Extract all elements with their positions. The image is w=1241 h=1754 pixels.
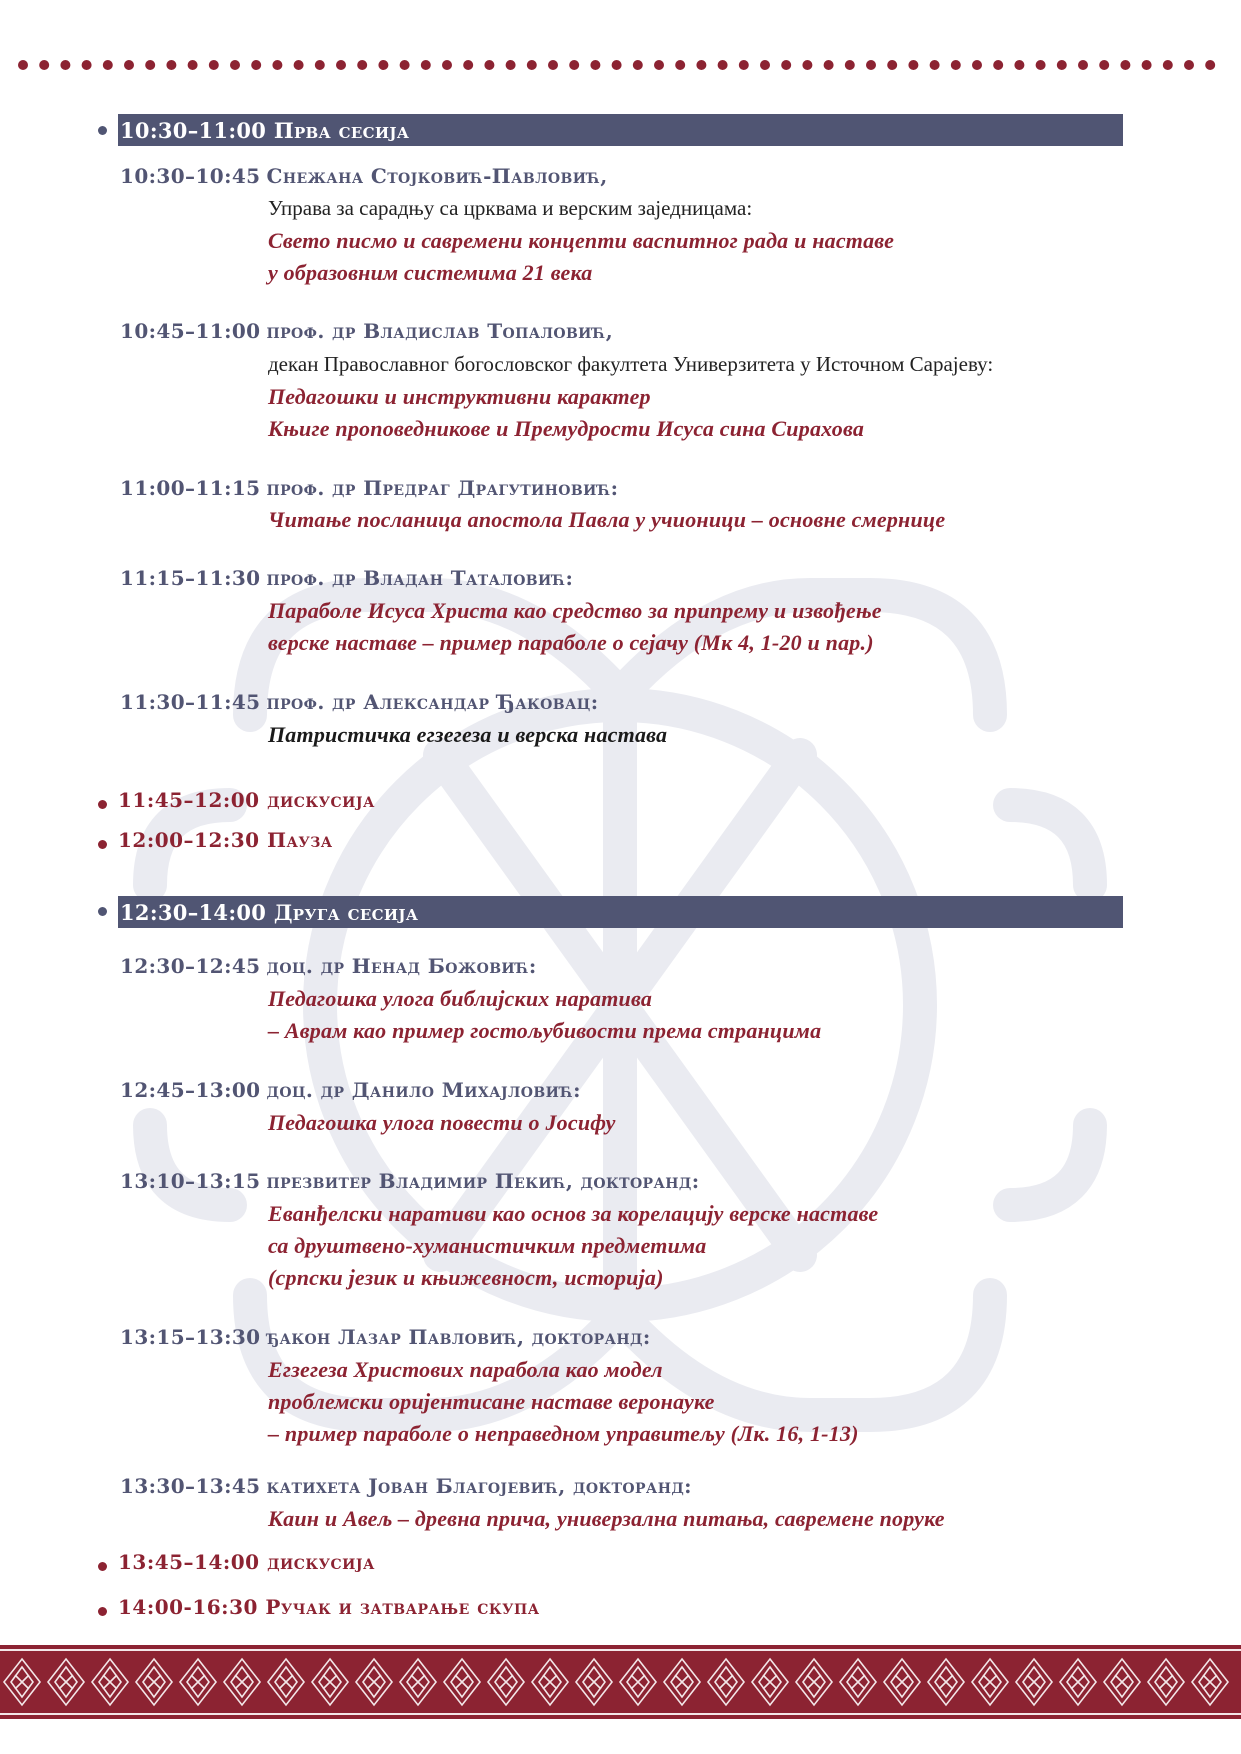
break-bullet-icon bbox=[98, 800, 107, 809]
session-time: 12:30–14:00 bbox=[120, 900, 267, 925]
dot bbox=[1099, 60, 1109, 70]
dot bbox=[39, 60, 49, 70]
dot bbox=[569, 60, 579, 70]
talk-heading bbox=[120, 1078, 581, 1102]
dot bbox=[230, 60, 240, 70]
talk-heading bbox=[120, 1169, 700, 1193]
break-time: 12:00–12:30 bbox=[118, 828, 260, 852]
dot bbox=[1057, 60, 1067, 70]
dot bbox=[209, 60, 219, 70]
dot bbox=[506, 60, 516, 70]
talk-speaker: Снежана Стојковић-Павловић, bbox=[266, 164, 608, 188]
dot bbox=[930, 60, 940, 70]
talk-speaker: презвитер Владимир Пекић, докторанд: bbox=[266, 1169, 700, 1193]
dot bbox=[336, 60, 346, 70]
dot bbox=[1205, 60, 1215, 70]
session-bullet-icon bbox=[98, 907, 107, 916]
dot bbox=[484, 60, 494, 70]
dot bbox=[60, 60, 70, 70]
session-header bbox=[118, 896, 1123, 928]
talk-heading bbox=[120, 319, 613, 343]
dot bbox=[378, 60, 388, 70]
dot bbox=[294, 60, 304, 70]
dot bbox=[463, 60, 473, 70]
dot bbox=[612, 60, 622, 70]
dot bbox=[400, 60, 410, 70]
dot bbox=[760, 60, 770, 70]
talk-title-line: верске наставе – пример параболе о сејачу (Мк 4, 1-20 и пар.) bbox=[268, 630, 874, 655]
dot bbox=[188, 60, 198, 70]
talk-speaker: проф. др Александар Ђаковац: bbox=[266, 690, 599, 714]
talk-heading bbox=[120, 566, 573, 590]
talk-heading bbox=[120, 1474, 692, 1498]
dot bbox=[145, 60, 155, 70]
talk-time: 12:30–12:45 bbox=[120, 954, 261, 978]
break-name: дискусија bbox=[267, 1550, 375, 1574]
break-item bbox=[118, 1595, 540, 1619]
talk-heading bbox=[120, 954, 537, 978]
dot bbox=[357, 60, 367, 70]
ornamental-border bbox=[0, 1645, 1241, 1719]
talk-title-line: Педагошка улога повести о Јосифу bbox=[268, 1110, 616, 1135]
talk-title-line: са друштвено-хуманистичким предметима bbox=[268, 1233, 707, 1258]
talk-title-line: Параболе Исуса Христа као средство за припрему и извођење bbox=[268, 598, 882, 623]
talk-time: 13:10–13:15 bbox=[120, 1169, 261, 1193]
session-time: 10:30–11:00 bbox=[120, 118, 267, 143]
talk-time: 13:15–13:30 bbox=[120, 1325, 261, 1349]
dot bbox=[251, 60, 261, 70]
dot bbox=[421, 60, 431, 70]
dot bbox=[1184, 60, 1194, 70]
session-name: Прва сесија bbox=[273, 118, 410, 143]
talk-title-line: у образовним системима 21 века bbox=[268, 260, 593, 285]
break-name: Ручак и затварање скупа bbox=[265, 1595, 540, 1619]
dotted-divider bbox=[18, 55, 1228, 75]
talk-time: 13:30–13:45 bbox=[120, 1474, 261, 1498]
talk-speaker: проф. др Владан Таталовић: bbox=[266, 566, 574, 590]
dot bbox=[166, 60, 176, 70]
talk-title-line: Патристичка егзегеза и верска настава bbox=[268, 722, 668, 747]
talk-title-line: Егзегеза Христових парабола као модел bbox=[268, 1357, 663, 1382]
dot bbox=[103, 60, 113, 70]
dot bbox=[124, 60, 134, 70]
dot bbox=[972, 60, 982, 70]
break-time: 14:00-16:30 bbox=[118, 1595, 258, 1619]
dot bbox=[633, 60, 643, 70]
dot bbox=[1142, 60, 1152, 70]
dot bbox=[951, 60, 961, 70]
dot bbox=[18, 60, 28, 70]
talk-speaker: ђакон Лазар Павловић, докторанд: bbox=[266, 1325, 651, 1349]
dot bbox=[1014, 60, 1024, 70]
talk-title-line: проблемски оријентисане наставе веронауке bbox=[268, 1389, 715, 1414]
dot bbox=[675, 60, 685, 70]
break-bullet-icon bbox=[98, 1607, 107, 1616]
talk-time: 11:30–11:45 bbox=[120, 690, 261, 714]
dot bbox=[1163, 60, 1173, 70]
dot bbox=[845, 60, 855, 70]
talk-time: 12:45–13:00 bbox=[120, 1078, 261, 1102]
talk-title-line: Еванђелски наративи као основ за корелацију верске наставе bbox=[268, 1201, 879, 1226]
dot bbox=[82, 60, 92, 70]
talk-title-line: – пример параболе о неправедном управитељу (Лк. 16, 1-13) bbox=[268, 1421, 859, 1446]
talk-heading bbox=[120, 476, 618, 500]
dot bbox=[696, 60, 706, 70]
talk-title-line: Читање посланица апостола Павла у учионици – основне смернице bbox=[268, 507, 946, 532]
session-header bbox=[118, 114, 1123, 146]
dot bbox=[866, 60, 876, 70]
dot bbox=[590, 60, 600, 70]
talk-title-line: – Аврам као пример гостољубивости према странцима bbox=[268, 1018, 822, 1043]
talk-title-line: Каин и Авељ – древна прича, универзална питања, савремене поруке bbox=[268, 1506, 945, 1531]
talk-speaker: проф. др Владислав Топаловић, bbox=[266, 319, 614, 343]
talk-heading bbox=[120, 690, 599, 714]
break-item bbox=[118, 788, 375, 812]
talk-speaker: доц. др Данило Михајловић: bbox=[266, 1078, 581, 1102]
dot bbox=[442, 60, 452, 70]
dot bbox=[887, 60, 897, 70]
break-item bbox=[118, 1550, 375, 1574]
talk-affiliation: Управа за сарадњу са црквама и верским заједницама: bbox=[268, 196, 753, 220]
talk-time: 10:45–11:00 bbox=[120, 319, 261, 343]
talk-title-line: Педагошки и инструктивни карактер bbox=[268, 384, 651, 409]
break-bullet-icon bbox=[98, 840, 107, 849]
break-name: Пауза bbox=[267, 828, 333, 852]
dot bbox=[315, 60, 325, 70]
talk-time: 10:30–10:45 bbox=[120, 164, 261, 188]
dot bbox=[993, 60, 1003, 70]
talk-title-line: Свето писмо и савремени концепти васпитног рада и наставе bbox=[268, 228, 895, 253]
dot bbox=[272, 60, 282, 70]
dot bbox=[739, 60, 749, 70]
dot bbox=[718, 60, 728, 70]
break-time: 13:45–14:00 bbox=[118, 1550, 260, 1574]
break-name: дискусија bbox=[267, 788, 375, 812]
dot bbox=[1078, 60, 1088, 70]
dot bbox=[1120, 60, 1130, 70]
dot bbox=[908, 60, 918, 70]
talk-heading bbox=[120, 164, 608, 188]
dot bbox=[548, 60, 558, 70]
session-bullet-icon bbox=[98, 126, 107, 135]
session-name: Друга сесија bbox=[273, 900, 419, 925]
dot bbox=[781, 60, 791, 70]
talk-title-line: Педагошка улога библијских наратива bbox=[268, 986, 653, 1011]
break-item bbox=[118, 828, 333, 852]
dot bbox=[1036, 60, 1046, 70]
talk-speaker: проф. др Предраг Драгутиновић: bbox=[266, 476, 619, 500]
talk-time: 11:00–11:15 bbox=[120, 476, 261, 500]
dot bbox=[527, 60, 537, 70]
dot bbox=[654, 60, 664, 70]
dot bbox=[824, 60, 834, 70]
talk-speaker: катихета Јован Благојевић, докторанд: bbox=[266, 1474, 692, 1498]
talk-affiliation: декан Православног богословског факултета Универзитета у Источном Сарајеву: bbox=[268, 352, 994, 376]
talk-heading bbox=[120, 1325, 651, 1349]
break-bullet-icon bbox=[98, 1562, 107, 1571]
talk-speaker: доц. др Ненад Божовић: bbox=[266, 954, 537, 978]
talk-title-line: Књиге проповедникове и Премудрости Исуса сина Сирахова bbox=[268, 416, 865, 441]
dot bbox=[802, 60, 812, 70]
break-time: 11:45–12:00 bbox=[118, 788, 260, 812]
talk-time: 11:15–11:30 bbox=[120, 566, 261, 590]
talk-title-line: (српски језик и књижевност, историја) bbox=[268, 1265, 664, 1290]
